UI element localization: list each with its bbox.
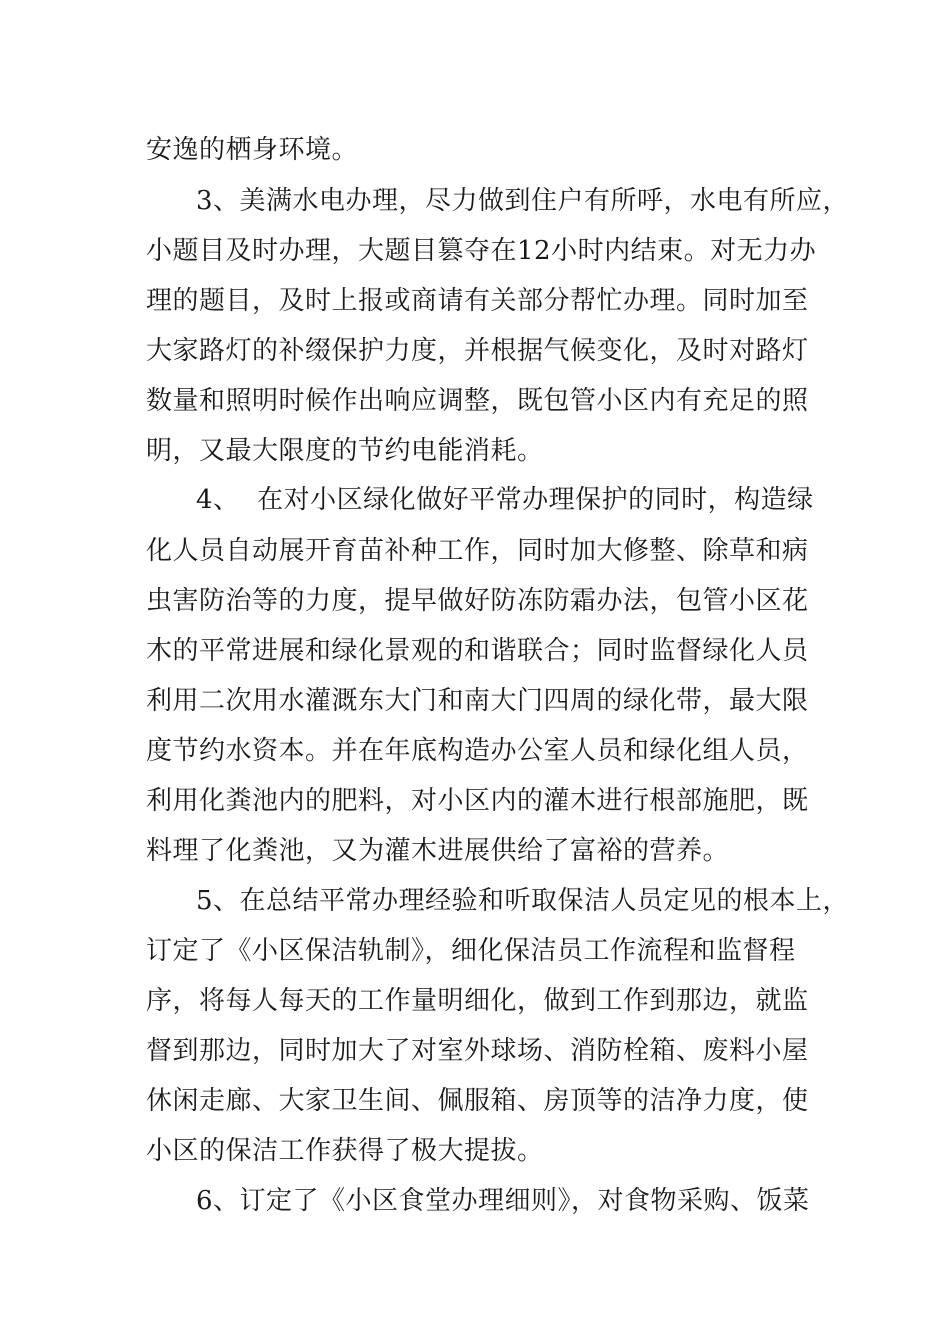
text-line: 订定了《小区保洁轨制》，细化保洁员工作流程和监督程 [146, 936, 796, 966]
text-line: 利用二次用水灌溉东大门和南大门四周的绿化带，最大限 [146, 686, 809, 716]
text-line: 小区的保洁工作获得了极大提拔。 [146, 1136, 544, 1166]
text-line: 数量和照明时候作出响应调整，既包管小区内有充足的照 [146, 386, 809, 416]
text-line: 料理了化粪池，又为灌木进展供给了富裕的营养。 [146, 836, 730, 866]
text-line: 休闲走廊、大家卫生间、佩服箱、房顶等的洁净力度，使 [146, 1086, 809, 1116]
text-line: 大家路灯的补缀保护力度，并根据气候变化，及时对路灯 [146, 336, 809, 366]
text-line: 度节约水资本。并在年底构造办公室人员和绿化组人员， [146, 736, 809, 766]
text-line: 理的题目，及时上报或商请有关部分帮忙办理。同时加至 [146, 286, 809, 316]
text-line: 利用化粪池内的肥料，对小区内的灌木进行根部施肥，既 [146, 786, 809, 816]
text-line: 4、 在对小区绿化做好平常办理保护的同时，构造绿 [196, 485, 814, 515]
text-line: 木的平常进展和绿化景观的和谐联合；同时监督绿化人员 [146, 636, 809, 666]
text-line: 序，将每人每天的工作量明细化，做到工作到那边，就监 [146, 986, 809, 1016]
text-line: 安逸的栖身环境。 [146, 135, 359, 165]
text-line: 小题目及时办理，大题目篡夺在12小时内结束。对无力办 [146, 236, 817, 266]
text-line: 明，又最大限度的节约电能消耗。 [146, 436, 544, 466]
text-line: 虫害防治等的力度，提早做好防冻防霜办法，包管小区花 [146, 586, 809, 616]
text-line: 督到那边，同时加大了对室外球场、消防栓箱、废料小屋 [146, 1036, 809, 1066]
text-line: 6、订定了《小区食堂办理细则》，对食物采购、饭菜 [196, 1186, 810, 1216]
text-line: 3、美满水电办理，尽力做到住户有所呼，水电有所应， [196, 186, 850, 216]
text-line: 化人员自动展开育苗补种工作，同时加大修整、除草和病 [146, 536, 809, 566]
text-line: 5、在总结平常办理经验和听取保洁人员定见的根本上， [196, 886, 850, 916]
